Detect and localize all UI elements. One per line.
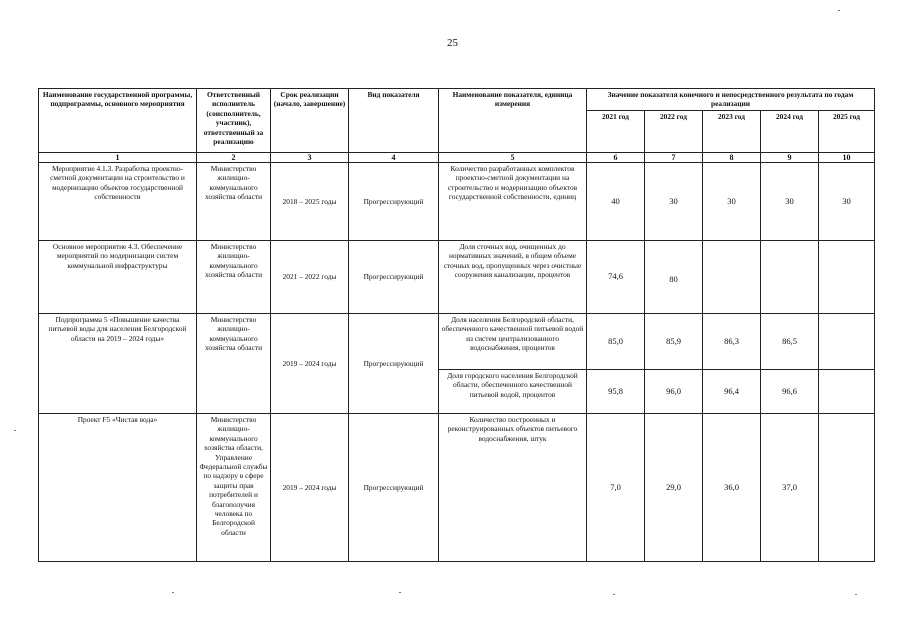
column-number: 10 bbox=[819, 153, 875, 163]
row-executor: Министерство жилищно-коммунального хозяйства области bbox=[197, 314, 271, 414]
row-term: 2019 – 2024 годы bbox=[271, 314, 349, 414]
table-row bbox=[39, 414, 875, 562]
header-term: Срок реализации (начало, завершение) bbox=[271, 89, 349, 153]
header-type: Вид показателя bbox=[349, 89, 439, 153]
row-indicator: Количество разработанных комплектов проектно-сметной документации на строительство и модернизацию объектов государственной собственности, единиц bbox=[439, 163, 587, 241]
header-year: 2024 год bbox=[761, 111, 819, 153]
row-term: 2019 – 2024 годы bbox=[271, 414, 349, 562]
row-indicator: Доля сточных вод, очищенных до нормативных значений, в общем объеме сточных вод, пропущенных через очистные сооружения канализации, процентов bbox=[439, 241, 587, 314]
column-number: 9 bbox=[761, 153, 819, 163]
row-name: Основное мероприятие 4.3. Обеспечение мероприятий по модернизации систем коммунальной инфраструктуры bbox=[39, 241, 197, 314]
column-number: 4 bbox=[349, 153, 439, 163]
row-value: 29,0 bbox=[645, 414, 703, 562]
header-indicator: Наименование показателя, единица измерения bbox=[439, 89, 587, 153]
row-value bbox=[761, 241, 819, 314]
scan-speck bbox=[172, 592, 174, 593]
column-number: 8 bbox=[703, 153, 761, 163]
scan-speck bbox=[838, 10, 840, 11]
row-value: 30 bbox=[819, 163, 875, 241]
row-type: Прогрессирующий bbox=[349, 163, 439, 241]
header-year: 2021 год bbox=[587, 111, 645, 153]
scan-speck bbox=[855, 594, 857, 595]
header-values-group: Значение показателя конечного и непосредственного результата по годам реализации bbox=[587, 89, 875, 111]
row-value: 96,6 bbox=[761, 370, 819, 414]
row-value: 74,6 bbox=[587, 241, 645, 314]
row-indicator: Доля городского населения Белгородской области, обеспеченного качественной питьевой водой, процентов bbox=[439, 370, 587, 414]
row-value: 95,8 bbox=[587, 370, 645, 414]
row-value: 85,0 bbox=[587, 314, 645, 370]
header-name: Наименование государственной программы, подпрограммы, основного мероприятия bbox=[39, 89, 197, 153]
row-executor: Министерство жилищно-коммунального хозяйства области bbox=[197, 241, 271, 314]
column-number: 1 bbox=[39, 153, 197, 163]
row-value: 30 bbox=[703, 163, 761, 241]
row-type: Прогрессирующий bbox=[349, 241, 439, 314]
header-executor: Ответственный исполнитель (соисполнитель, участник), ответственный за реализацию bbox=[197, 89, 271, 153]
header-year: 2025 год bbox=[819, 111, 875, 153]
row-executor: Министерство жилищно-коммунального хозяйства области, Управление Федеральной службы по надзору в сфере защиты прав потребителей и благополучия человека по Белгородской области bbox=[197, 414, 271, 562]
row-value bbox=[819, 314, 875, 370]
row-indicator: Количество построенных и реконструированных объектов питьевого водоснабжения, штук bbox=[439, 414, 587, 562]
row-executor: Министерство жилищно-коммунального хозяйства области bbox=[197, 163, 271, 241]
column-number: 2 bbox=[197, 153, 271, 163]
column-number: 6 bbox=[587, 153, 645, 163]
row-value: 37,0 bbox=[761, 414, 819, 562]
row-type: Прогрессирующий bbox=[349, 314, 439, 414]
column-numbers-row bbox=[39, 153, 875, 163]
row-value bbox=[819, 414, 875, 562]
results-table bbox=[38, 88, 875, 562]
table-row bbox=[39, 314, 875, 370]
row-name: Проект F5 «Чистая вода» bbox=[39, 414, 197, 562]
scan-speck bbox=[613, 594, 615, 595]
table-row bbox=[39, 163, 875, 241]
row-value: 30 bbox=[761, 163, 819, 241]
row-value: 96,4 bbox=[703, 370, 761, 414]
row-term: 2018 – 2025 годы bbox=[271, 163, 349, 241]
row-value: 40 bbox=[587, 163, 645, 241]
column-number: 3 bbox=[271, 153, 349, 163]
table-row bbox=[39, 241, 875, 314]
row-value: 30 bbox=[645, 163, 703, 241]
scan-speck bbox=[14, 430, 16, 431]
row-indicator: Доля населения Белгородской области, обеспеченного качественной питьевой водой из систем централизованного водоснабжения, процентов bbox=[439, 314, 587, 370]
row-value: 7,0 bbox=[587, 414, 645, 562]
column-number: 7 bbox=[645, 153, 703, 163]
row-value: 86,5 bbox=[761, 314, 819, 370]
row-value bbox=[819, 370, 875, 414]
header-row bbox=[39, 89, 875, 111]
row-value: 86,3 bbox=[703, 314, 761, 370]
row-value bbox=[703, 241, 761, 314]
column-number: 5 bbox=[439, 153, 587, 163]
scan-speck bbox=[399, 592, 401, 593]
row-value: 36,0 bbox=[703, 414, 761, 562]
header-year: 2023 год bbox=[703, 111, 761, 153]
row-value: 85,9 bbox=[645, 314, 703, 370]
row-name: Подпрограмма 5 «Повышение качества питьевой воды для населения Белгородской области на 2019 – 2024 годы» bbox=[39, 314, 197, 414]
row-value: 80 bbox=[645, 241, 703, 314]
row-value: 96,0 bbox=[645, 370, 703, 414]
row-type: Прогрессирующий bbox=[349, 414, 439, 562]
row-value bbox=[819, 241, 875, 314]
row-term: 2021 – 2022 годы bbox=[271, 241, 349, 314]
header-year: 2022 год bbox=[645, 111, 703, 153]
page-number: 25 bbox=[447, 37, 458, 49]
row-name: Мероприятие 4.1.3. Разработка проектно-сметной документации на строительство и модернизацию объектов государственной собственности bbox=[39, 163, 197, 241]
